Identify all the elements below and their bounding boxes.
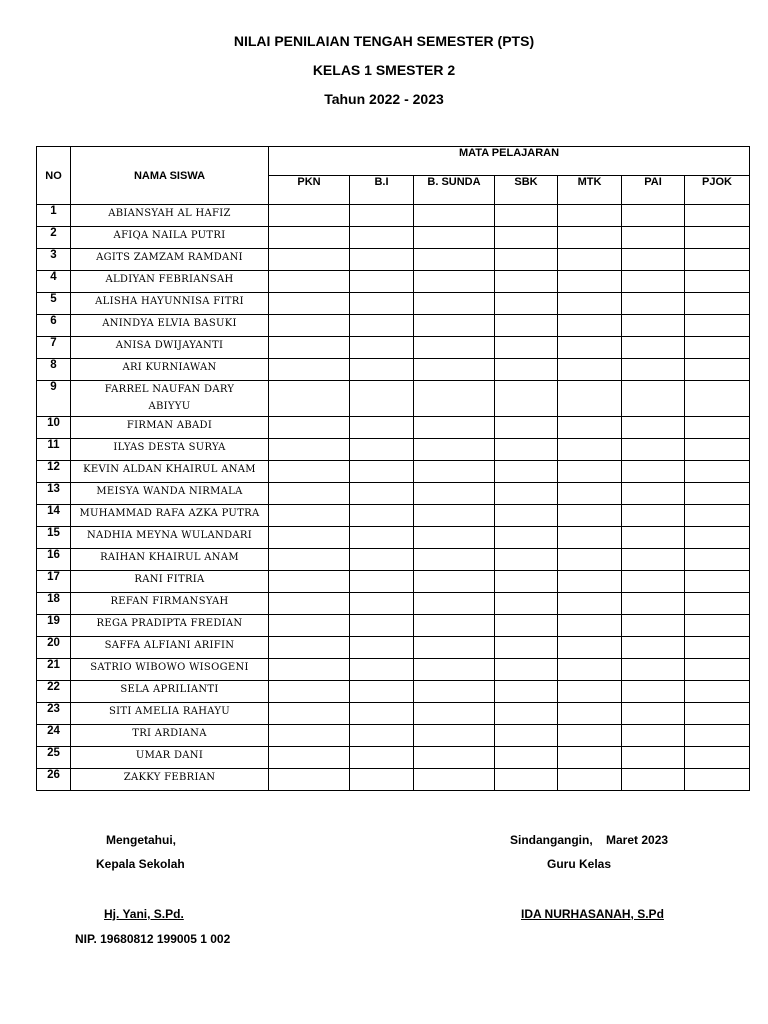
grade-cell[interactable]: [685, 681, 750, 703]
grade-cell[interactable]: [685, 439, 750, 461]
grade-cell[interactable]: [685, 483, 750, 505]
grade-cell[interactable]: [685, 205, 750, 227]
grade-cell[interactable]: [495, 637, 558, 659]
grade-cell[interactable]: [495, 725, 558, 747]
grade-cell[interactable]: [622, 703, 685, 725]
row-number: 5: [37, 293, 71, 315]
principal-title: Kepala Sekolah: [96, 857, 185, 871]
table-row: [37, 725, 750, 747]
grade-cell[interactable]: [495, 483, 558, 505]
row-number: 12: [37, 461, 71, 483]
grade-cell[interactable]: [495, 359, 558, 381]
grade-cell[interactable]: [558, 681, 622, 703]
grade-cell[interactable]: [558, 659, 622, 681]
grade-cell[interactable]: [414, 461, 495, 483]
table-row: [37, 293, 750, 315]
grade-cell[interactable]: [414, 249, 495, 271]
row-number: 9: [37, 381, 71, 417]
table-row: [37, 381, 750, 417]
grade-cell[interactable]: [495, 549, 558, 571]
col-name-header: NAMA SISWA: [71, 147, 269, 205]
grade-cell[interactable]: [622, 483, 685, 505]
table-row: [37, 461, 750, 483]
student-name: ARI KURNIAWAN: [71, 359, 269, 381]
grade-cell[interactable]: [685, 271, 750, 293]
row-number: 11: [37, 439, 71, 461]
grade-cell[interactable]: [414, 659, 495, 681]
table-row: [37, 527, 750, 549]
grade-cell[interactable]: [414, 725, 495, 747]
grade-cell[interactable]: [685, 227, 750, 249]
grade-cell[interactable]: [685, 703, 750, 725]
table-row: [37, 703, 750, 725]
grade-cell[interactable]: [622, 571, 685, 593]
grade-cell[interactable]: [414, 271, 495, 293]
table-row: [37, 505, 750, 527]
grade-cell[interactable]: [269, 505, 350, 527]
grade-cell[interactable]: [558, 271, 622, 293]
row-number: 2: [37, 227, 71, 249]
grade-cell[interactable]: [495, 747, 558, 769]
grade-cell[interactable]: [495, 769, 558, 791]
grade-cell[interactable]: [495, 439, 558, 461]
grade-cell[interactable]: [350, 703, 414, 725]
grade-cell[interactable]: [350, 249, 414, 271]
table-row: [37, 359, 750, 381]
student-name: ALISHA HAYUNNISA FITRI: [71, 293, 269, 315]
grade-cell[interactable]: [414, 439, 495, 461]
grade-cell[interactable]: [622, 293, 685, 315]
row-number: 10: [37, 417, 71, 439]
grade-cell[interactable]: [622, 725, 685, 747]
grade-cell[interactable]: [350, 637, 414, 659]
student-name: MEISYA WANDA NIRMALA: [71, 483, 269, 505]
teacher-name: IDA NURHASANAH, S.Pd: [521, 907, 664, 921]
grade-cell[interactable]: [269, 615, 350, 637]
grade-cell[interactable]: [269, 549, 350, 571]
grade-cell[interactable]: [558, 769, 622, 791]
grade-cell[interactable]: [685, 725, 750, 747]
place-date: Sindangangin, Maret 2023: [510, 833, 669, 847]
grade-cell[interactable]: [558, 505, 622, 527]
grade-cell[interactable]: [495, 527, 558, 549]
grade-cell[interactable]: [495, 227, 558, 249]
grade-cell[interactable]: [622, 549, 685, 571]
grade-cell[interactable]: [622, 637, 685, 659]
grade-cell[interactable]: [622, 461, 685, 483]
grade-cell[interactable]: [350, 381, 414, 417]
row-number: 8: [37, 359, 71, 381]
grade-cell[interactable]: [558, 381, 622, 417]
row-number: 21: [37, 659, 71, 681]
student-name: ALDIYAN FEBRIANSAH: [71, 271, 269, 293]
grade-cell[interactable]: [414, 227, 495, 249]
col-no-header: NO: [37, 147, 71, 205]
grade-cell[interactable]: [414, 527, 495, 549]
grade-cell[interactable]: [558, 637, 622, 659]
row-number: 1: [37, 205, 71, 227]
grade-cell[interactable]: [558, 337, 622, 359]
table-row: [37, 249, 750, 271]
principal-name: Hj. Yani, S.Pd.: [104, 907, 184, 921]
grade-cell[interactable]: [414, 703, 495, 725]
grade-cell[interactable]: [622, 527, 685, 549]
grade-cell[interactable]: [350, 315, 414, 337]
grade-cell[interactable]: [622, 359, 685, 381]
student-name: ANINDYA ELVIA BASUKI: [71, 315, 269, 337]
table-row: [37, 417, 750, 439]
row-number: 18: [37, 593, 71, 615]
grade-cell[interactable]: [269, 381, 350, 417]
principal-nip: NIP. 19680812 199005 1 002: [75, 932, 231, 946]
grade-cell[interactable]: [269, 271, 350, 293]
grade-cell[interactable]: [622, 227, 685, 249]
grade-cell[interactable]: [685, 571, 750, 593]
grade-cell[interactable]: [685, 747, 750, 769]
grade-cell[interactable]: [350, 461, 414, 483]
grade-cell[interactable]: [350, 747, 414, 769]
table-row: [37, 593, 750, 615]
row-number: 24: [37, 725, 71, 747]
row-number: 14: [37, 505, 71, 527]
student-name: AFIQA NAILA PUTRI: [71, 227, 269, 249]
grade-cell[interactable]: [350, 527, 414, 549]
grade-cell[interactable]: [558, 205, 622, 227]
grade-cell[interactable]: [685, 293, 750, 315]
student-name: REGA PRADIPTA FREDIAN: [71, 615, 269, 637]
grade-cell[interactable]: [350, 205, 414, 227]
grade-cell[interactable]: [558, 571, 622, 593]
grade-cell[interactable]: [269, 461, 350, 483]
grade-cell[interactable]: [269, 315, 350, 337]
grade-cell[interactable]: [685, 381, 750, 417]
subject-header: MTK: [558, 176, 622, 205]
grade-cell[interactable]: [414, 315, 495, 337]
subject-header: SBK: [495, 176, 558, 205]
student-name: TRI ARDIANA: [71, 725, 269, 747]
grade-cell[interactable]: [414, 637, 495, 659]
student-name: ABIANSYAH AL HAFIZ: [71, 205, 269, 227]
grade-cell[interactable]: [622, 205, 685, 227]
subject-header: PAI: [622, 176, 685, 205]
grade-cell[interactable]: [414, 337, 495, 359]
grade-cell[interactable]: [269, 527, 350, 549]
grade-cell[interactable]: [685, 315, 750, 337]
row-number: 13: [37, 483, 71, 505]
table-row: [37, 271, 750, 293]
table-row: [37, 659, 750, 681]
grade-cell[interactable]: [558, 593, 622, 615]
grade-cell[interactable]: [414, 593, 495, 615]
grade-cell[interactable]: [622, 439, 685, 461]
grade-cell[interactable]: [414, 359, 495, 381]
grade-cell[interactable]: [269, 681, 350, 703]
grade-cell[interactable]: [350, 227, 414, 249]
grade-cell[interactable]: [350, 681, 414, 703]
grade-cell[interactable]: [269, 439, 350, 461]
grade-cell[interactable]: [558, 747, 622, 769]
student-name: SAFFA ALFIANI ARIFIN: [71, 637, 269, 659]
student-name: NADHIA MEYNA WULANDARI: [71, 527, 269, 549]
grade-cell[interactable]: [685, 505, 750, 527]
row-number: 17: [37, 571, 71, 593]
grade-cell[interactable]: [495, 271, 558, 293]
student-name: ANISA DWIJAYANTI: [71, 337, 269, 359]
grade-cell[interactable]: [350, 483, 414, 505]
student-name: SELA APRILIANTI: [71, 681, 269, 703]
row-number: 6: [37, 315, 71, 337]
grade-cell[interactable]: [414, 483, 495, 505]
grade-cell[interactable]: [414, 571, 495, 593]
student-name: ILYAS DESTA SURYA: [71, 439, 269, 461]
student-name: UMAR DANI: [71, 747, 269, 769]
grade-cell[interactable]: [558, 549, 622, 571]
grade-cell[interactable]: [685, 461, 750, 483]
grade-cell[interactable]: [350, 505, 414, 527]
grade-cell[interactable]: [495, 249, 558, 271]
student-name: AGITS ZAMZAM RAMDANI: [71, 249, 269, 271]
teacher-title: Guru Kelas: [547, 857, 612, 871]
grade-cell[interactable]: [414, 615, 495, 637]
grade-cell[interactable]: [269, 769, 350, 791]
grade-cell[interactable]: [622, 681, 685, 703]
table-row: [37, 483, 750, 505]
grade-cell[interactable]: [495, 681, 558, 703]
row-number: 19: [37, 615, 71, 637]
row-number: 26: [37, 769, 71, 791]
table-row: [37, 747, 750, 769]
grade-cell[interactable]: [495, 703, 558, 725]
document-title: NILAI PENILAIAN TENGAH SEMESTER (PTS): [233, 33, 535, 49]
grade-cell[interactable]: [685, 615, 750, 637]
row-number: 25: [37, 747, 71, 769]
row-number: 22: [37, 681, 71, 703]
grade-table: [36, 146, 750, 791]
grade-cell[interactable]: [495, 315, 558, 337]
grade-cell[interactable]: [558, 359, 622, 381]
grade-cell[interactable]: [269, 249, 350, 271]
table-row: [37, 681, 750, 703]
grade-cell[interactable]: [685, 769, 750, 791]
grade-cell[interactable]: [269, 359, 350, 381]
grade-cell[interactable]: [495, 293, 558, 315]
row-number: 7: [37, 337, 71, 359]
grade-cell[interactable]: [269, 725, 350, 747]
table-row: [37, 615, 750, 637]
grade-cell[interactable]: [622, 315, 685, 337]
acknowledged-label: Mengetahui,: [106, 833, 177, 847]
grade-cell[interactable]: [558, 417, 622, 439]
table-row: [37, 227, 750, 249]
grade-cell[interactable]: [495, 593, 558, 615]
grade-cell[interactable]: [685, 659, 750, 681]
table-row: [37, 205, 750, 227]
grade-cell[interactable]: [558, 227, 622, 249]
subject-header: PKN: [269, 176, 350, 205]
grade-cell[interactable]: [414, 381, 495, 417]
table-row: [37, 769, 750, 791]
row-number: 3: [37, 249, 71, 271]
grade-cell[interactable]: [350, 659, 414, 681]
class-label: KELAS 1 SMESTER 2: [312, 62, 456, 78]
student-name: KEVIN ALDAN KHAIRUL ANAM: [71, 461, 269, 483]
grade-cell[interactable]: [350, 359, 414, 381]
grade-cell[interactable]: [269, 483, 350, 505]
grade-cell[interactable]: [685, 527, 750, 549]
table-row: [37, 439, 750, 461]
grade-cell[interactable]: [622, 271, 685, 293]
grade-cell[interactable]: [622, 659, 685, 681]
grade-cell[interactable]: [685, 637, 750, 659]
subject-header: B.I: [350, 176, 414, 205]
subject-group-header: MATA PELAJARAN: [269, 147, 750, 176]
student-name: FARREL NAUFAN DARY ABIYYU: [71, 381, 269, 417]
grade-cell[interactable]: [414, 293, 495, 315]
table-row: [37, 337, 750, 359]
student-name: SATRIO WIBOWO WISOGENI: [71, 659, 269, 681]
row-number: 23: [37, 703, 71, 725]
grade-cell[interactable]: [495, 505, 558, 527]
grade-cell[interactable]: [685, 337, 750, 359]
student-rows: [37, 205, 750, 791]
grade-cell[interactable]: [558, 315, 622, 337]
grade-cell[interactable]: [269, 637, 350, 659]
grade-cell[interactable]: [558, 527, 622, 549]
grade-cell[interactable]: [685, 549, 750, 571]
grade-cell[interactable]: [269, 337, 350, 359]
grade-cell[interactable]: [495, 571, 558, 593]
grade-cell[interactable]: [350, 725, 414, 747]
grade-cell[interactable]: [350, 593, 414, 615]
student-name: FIRMAN ABADI: [71, 417, 269, 439]
grade-cell[interactable]: [269, 227, 350, 249]
grade-cell[interactable]: [558, 461, 622, 483]
grade-cell[interactable]: [414, 205, 495, 227]
grade-cell[interactable]: [622, 615, 685, 637]
grade-cell[interactable]: [622, 337, 685, 359]
grade-cell[interactable]: [350, 439, 414, 461]
grade-cell[interactable]: [495, 337, 558, 359]
table-row: [37, 549, 750, 571]
student-name: REFAN FIRMANSYAH: [71, 593, 269, 615]
grade-cell[interactable]: [350, 615, 414, 637]
grade-cell[interactable]: [622, 249, 685, 271]
grade-cell[interactable]: [622, 769, 685, 791]
grade-cell[interactable]: [622, 593, 685, 615]
grade-cell[interactable]: [269, 571, 350, 593]
grade-cell[interactable]: [558, 249, 622, 271]
grade-cell[interactable]: [622, 747, 685, 769]
row-number: 20: [37, 637, 71, 659]
grade-cell[interactable]: [269, 703, 350, 725]
row-number: 16: [37, 549, 71, 571]
subject-header: B. SUNDA: [414, 176, 495, 205]
student-name: ZAKKY FEBRIAN: [71, 769, 269, 791]
grade-cell[interactable]: [622, 417, 685, 439]
grade-cell[interactable]: [269, 593, 350, 615]
grade-cell[interactable]: [495, 205, 558, 227]
grade-cell[interactable]: [269, 417, 350, 439]
grade-cell[interactable]: [350, 417, 414, 439]
grade-cell[interactable]: [269, 205, 350, 227]
table-row: [37, 571, 750, 593]
grade-cell[interactable]: [622, 381, 685, 417]
grade-cell[interactable]: [558, 293, 622, 315]
grade-cell[interactable]: [350, 549, 414, 571]
grade-cell[interactable]: [495, 417, 558, 439]
grade-cell[interactable]: [414, 505, 495, 527]
grade-cell[interactable]: [495, 461, 558, 483]
grade-cell[interactable]: [414, 769, 495, 791]
grade-cell[interactable]: [495, 615, 558, 637]
grade-cell[interactable]: [495, 381, 558, 417]
year-label: Tahun 2022 - 2023: [324, 91, 444, 107]
grade-cell[interactable]: [685, 249, 750, 271]
grade-cell[interactable]: [558, 703, 622, 725]
grade-cell[interactable]: [414, 417, 495, 439]
grade-cell[interactable]: [495, 659, 558, 681]
student-name: RANI FITRIA: [71, 571, 269, 593]
student-name: RAIHAN KHAIRUL ANAM: [71, 549, 269, 571]
grade-cell[interactable]: [350, 271, 414, 293]
grade-cell[interactable]: [414, 549, 495, 571]
grade-cell[interactable]: [350, 769, 414, 791]
table-row: [37, 315, 750, 337]
subject-header: PJOK: [685, 176, 750, 205]
grade-cell[interactable]: [685, 593, 750, 615]
grade-cell[interactable]: [350, 293, 414, 315]
grade-cell[interactable]: [685, 417, 750, 439]
grade-cell[interactable]: [269, 659, 350, 681]
row-number: 4: [37, 271, 71, 293]
table-row: [37, 637, 750, 659]
grade-cell[interactable]: [622, 505, 685, 527]
grade-cell[interactable]: [685, 359, 750, 381]
grade-cell[interactable]: [558, 615, 622, 637]
grade-cell[interactable]: [269, 747, 350, 769]
student-name: MUHAMMAD RAFA AZKA PUTRA: [71, 505, 269, 527]
grade-cell[interactable]: [269, 293, 350, 315]
grade-cell[interactable]: [414, 681, 495, 703]
grade-cell[interactable]: [350, 337, 414, 359]
grade-cell[interactable]: [558, 483, 622, 505]
grade-cell[interactable]: [350, 571, 414, 593]
grade-cell[interactable]: [558, 725, 622, 747]
row-number: 15: [37, 527, 71, 549]
student-name: SITI AMELIA RAHAYU: [71, 703, 269, 725]
grade-cell[interactable]: [558, 439, 622, 461]
grade-cell[interactable]: [414, 747, 495, 769]
